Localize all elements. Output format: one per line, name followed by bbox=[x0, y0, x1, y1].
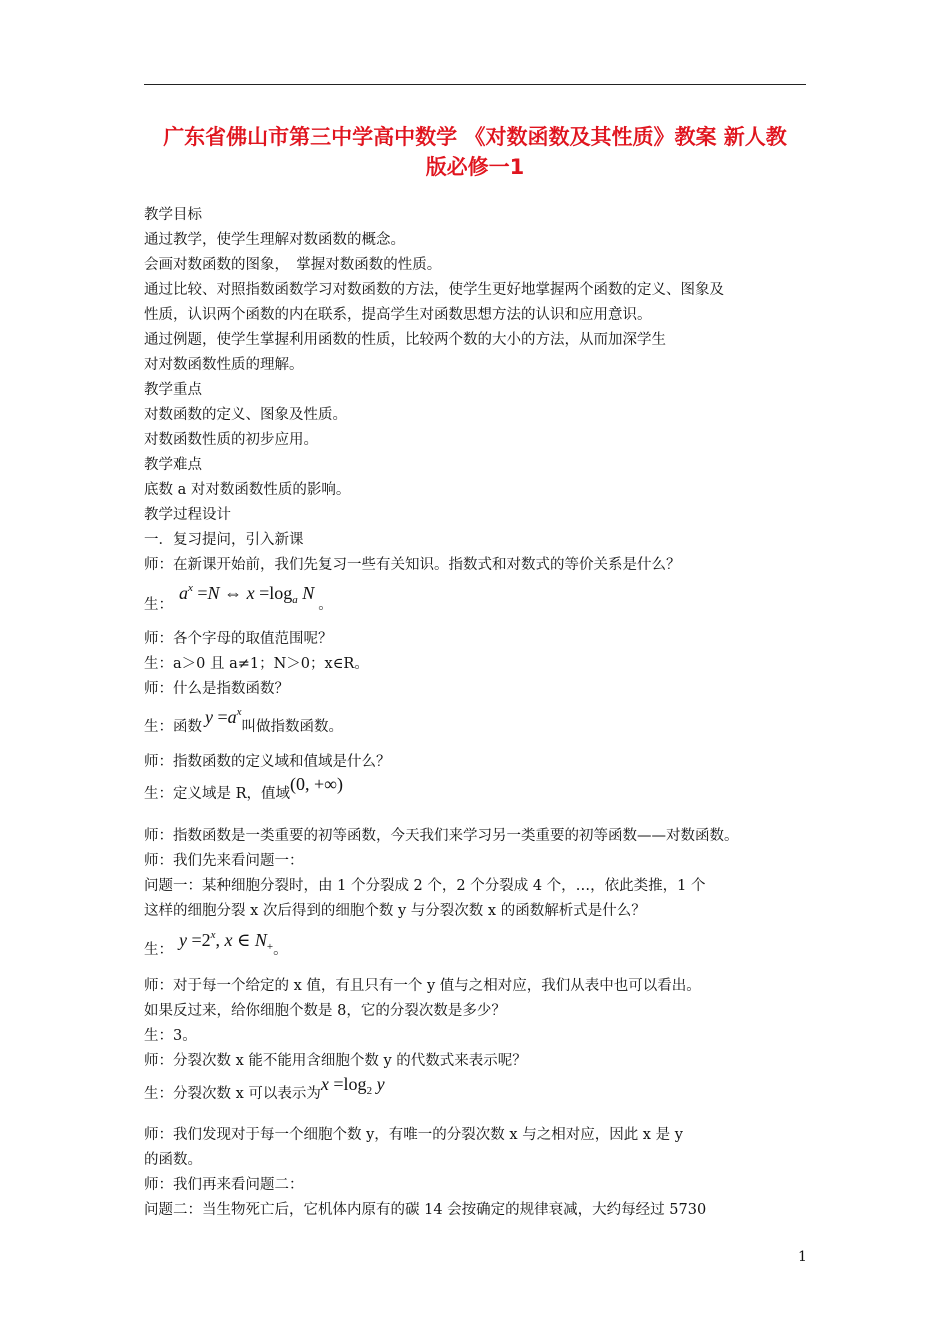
body-line: 通过比较、对照指数函数学习对数函数的方法，使学生更好地掌握两个函数的定义、图象及 bbox=[144, 282, 724, 298]
cell-division-formula: $y =2^x$, x ∈ $N_+$ bbox=[179, 929, 274, 953]
document-title-line-1: 广东省佛山市第三中学高中数学 《对数函数及其性质》教案 新人教 bbox=[163, 125, 787, 149]
body-line: 对对数函数性质的理解。 bbox=[144, 357, 304, 373]
body-line: 对数函数的定义、图象及性质。 bbox=[144, 407, 347, 423]
speaker-label: 生： bbox=[144, 597, 173, 613]
dialogue-text: 生：分裂次数 x 可以表示为 bbox=[144, 1086, 321, 1102]
document-title-line-2: 版必修一1 bbox=[425, 155, 525, 179]
dialogue-line: 师：各个字母的取值范围呢？ bbox=[144, 631, 333, 647]
dialogue-line-formula bbox=[144, 578, 333, 613]
body-line: 通过例题，使学生掌握利用函数的性质，比较两个数的大小的方法，从而加深学生 bbox=[144, 332, 666, 348]
dialogue-line: 师：指数函数的定义域和值域是什么？ bbox=[144, 754, 391, 770]
body-line: 性质，认识两个函数的内在联系，提高学生对函数思想方法的认识和应用意识。 bbox=[144, 307, 652, 323]
dialogue-line: 师：我们先来看问题一： bbox=[144, 853, 304, 869]
dialogue-line: 师：我们发现对于每一个细胞个数 y，有唯一的分裂次数 x 与之相对应，因此 x 是 y bbox=[144, 1127, 683, 1143]
dialogue-text: 生：函数 bbox=[144, 719, 202, 735]
equivalence-formula: $a^x =N$ ⇔ $x =\log_a$ N bbox=[179, 582, 315, 606]
body-line: 会画对数函数的图象， 掌握对数函数的性质。 bbox=[144, 257, 442, 273]
dialogue-line-formula bbox=[144, 774, 344, 802]
dialogue-line: 生：a＞0 且 a≠1；N＞0；x∈R。 bbox=[144, 656, 369, 672]
dialogue-line: 师：我们再来看问题二： bbox=[144, 1177, 304, 1193]
page-number: 1 bbox=[798, 1249, 807, 1265]
dialogue-line: 的函数。 bbox=[144, 1152, 202, 1168]
range-formula: (0, +∞) bbox=[290, 774, 344, 794]
body-line: 底数 a 对对数函数性质的影响。 bbox=[144, 482, 351, 498]
dialogue-text: 生：定义域是 R，值域 bbox=[144, 786, 291, 802]
dialogue-text: 叫做指数函数。 bbox=[241, 719, 344, 735]
log-formula: $x =\log_2$ y bbox=[320, 1074, 385, 1097]
dialogue-line: 生：3。 bbox=[144, 1028, 197, 1044]
exponential-function-formula: $y =a^x$ bbox=[205, 706, 242, 727]
problem-line: 问题二：当生物死亡后，它机体内原有的碳 14 会按确定的规律衰减，大约每经过 5730 bbox=[144, 1202, 707, 1218]
dialogue-line: 师：什么是指数函数？ bbox=[144, 681, 289, 697]
dialogue-line-formula bbox=[144, 702, 344, 735]
speaker-label: 生： bbox=[144, 942, 173, 958]
section-heading: 一．复习提问，引入新课 bbox=[144, 532, 304, 548]
heading-process-design: 教学过程设计 bbox=[144, 507, 231, 523]
period: 。 bbox=[318, 597, 333, 613]
heading-teaching-goals: 教学目标 bbox=[144, 207, 202, 223]
header-rule bbox=[144, 84, 806, 85]
dialogue-line: 师：指数函数是一类重要的初等函数，今天我们来学习另一类重要的初等函数——对数函数。 bbox=[144, 828, 739, 844]
heading-key-points: 教学重点 bbox=[144, 382, 202, 398]
dialogue-line-formula bbox=[144, 1074, 385, 1101]
heading-difficulties: 教学难点 bbox=[144, 457, 202, 473]
dialogue-line: 师：在新课开始前，我们先复习一些有关知识。指数式和对数式的等价关系是什么？ bbox=[144, 557, 681, 573]
dialogue-line: 师：对于每一个给定的 x 值，有且只有一个 y 值与之相对应，我们从表中也可以看出。 bbox=[144, 978, 701, 994]
body-line: 通过教学，使学生理解对数函数的概念。 bbox=[144, 232, 405, 248]
dialogue-line-formula bbox=[144, 925, 288, 957]
dialogue-line: 如果反过来，给你细胞个数是 8，它的分裂次数是多少？ bbox=[144, 1003, 506, 1019]
problem-line: 这样的细胞分裂 x 次后得到的细胞个数 y 与分裂次数 x 的函数解析式是什么？ bbox=[144, 903, 646, 919]
body-line: 对数函数性质的初步应用。 bbox=[144, 432, 318, 448]
period: 。 bbox=[273, 942, 288, 958]
problem-line: 问题一：某种细胞分裂时，由 1 个分裂成 2 个，2 个分裂成 4 个，…，依此类推，1 个 bbox=[144, 878, 706, 894]
dialogue-line: 师：分裂次数 x 能不能用含细胞个数 y 的代数式来表示呢？ bbox=[144, 1053, 527, 1069]
